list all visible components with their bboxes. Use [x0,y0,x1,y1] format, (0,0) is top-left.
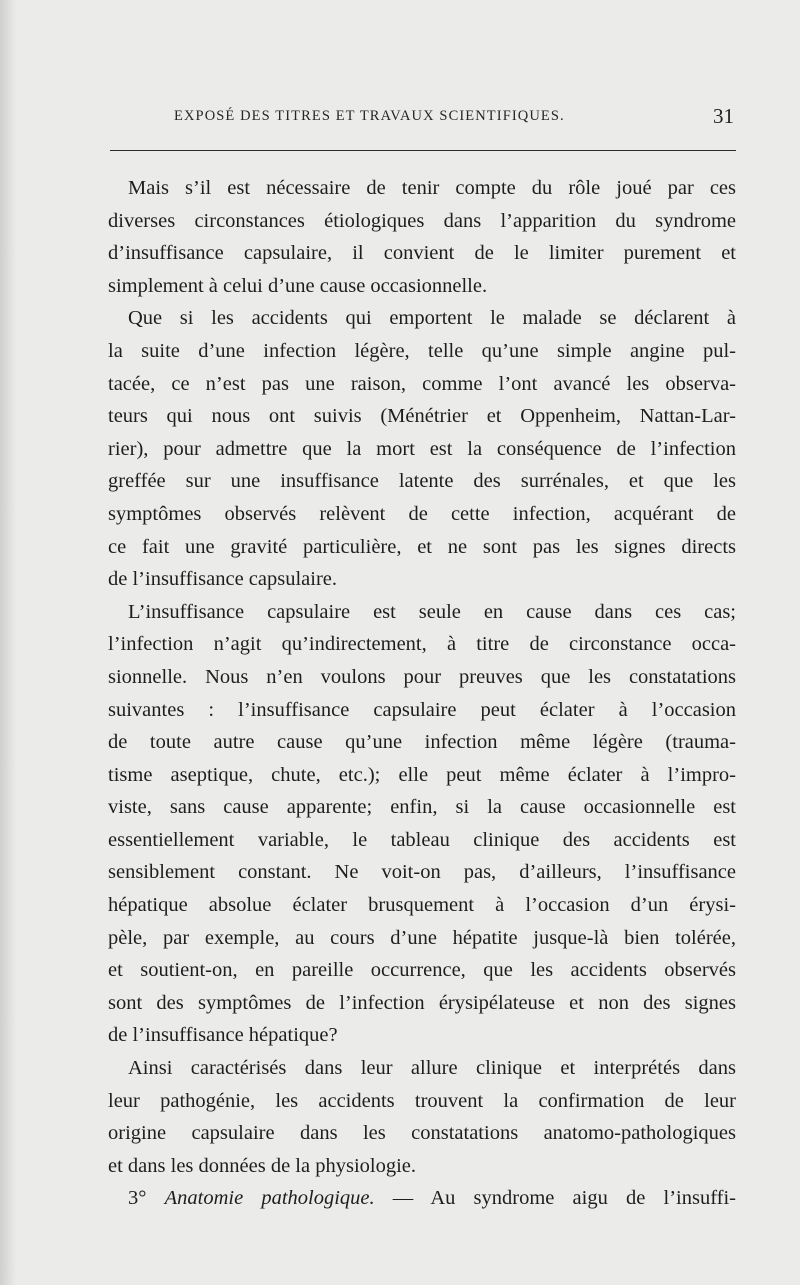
text-line: L’insuffisance capsulaire est seule en cause dans ces cas; [128,600,736,623]
text-line: et dans les données de la physiologie. [108,1154,417,1177]
section-heading-line [108,1182,736,1215]
text-line: sensiblement constant. Ne voit-on pas, d’ailleurs, l’insuffisance [108,861,736,884]
text-line: greffée sur une insuffisance latente des surrénales, et que les [108,470,736,493]
text-line: ce fait une gravité particulière, et ne sont pas les signes directs [108,535,736,558]
text-line: Ainsi caractérisés dans leur allure clinique et interprétés dans [128,1057,736,1080]
text-line: origine capsulaire dans les constatations anatomo-pathologiques [108,1122,736,1145]
text-line: de toute autre cause qu’une infection même légère (trauma- [108,731,736,754]
text-line: tacée, ce n’est pas une raison, comme l’ont avancé les observa- [108,372,736,395]
text-line: teurs qui nous ont suivis (Ménétrier et Oppenheim, Nattan-Lar- [108,405,736,428]
text-line: sont des symptômes de l’infection érysipélateuse et non des signes [108,991,736,1014]
text-line: la suite d’une infection légère, telle qu’une simple angine pul- [108,339,736,362]
text-line: Mais s’il est nécessaire de tenir compte du rôle joué par ces [128,177,736,199]
text-line: pèle, par exemple, au cours d’une hépatite jusque-là bien tolérée, [108,926,736,949]
text-line: viste, sans cause apparente; enfin, si la cause occasionnelle est [108,796,736,819]
text-line: et soutient-on, en pareille occurrence, que les accidents observés [108,959,736,982]
header-rule [110,150,736,151]
section-text: — Au syndrome aigu de l’insuffi- [374,1187,736,1210]
text-line: d’insuffisance capsulaire, il convient de le limiter purement et [108,242,736,265]
section-number: 3° [128,1187,147,1210]
text-line: sionnelle. Nous n’en voulons pour preuves que les constatations [108,665,736,688]
text-line: tisme aseptique, chute, etc.); elle peut même éclater à l’impro- [108,763,736,786]
text-line: de l’insuffisance hépatique? [108,1024,338,1047]
text-line: hépatique absolue éclater brusquement à l’occasion d’un érysi- [108,894,736,917]
text-line: l’infection n’agit qu’indirectement, à titre de circonstance occa- [108,633,736,656]
text-line: symptômes observés relèvent de cette infection, acquérant de [108,502,736,525]
text-line: simplement à celui d’une cause occasionnelle. [108,274,488,297]
running-header [108,104,736,132]
text-line: leur pathogénie, les accidents trouvent la confirmation de leur [108,1089,736,1112]
page-number: 31 [713,104,734,128]
text-line: diverses circonstances étiologiques dans l’apparition du syndrome [108,209,736,232]
header-title: EXPOSÉ DES TITRES ET TRAVAUX SCIENTIFIQUES. [174,108,565,124]
text-line: essentiellement variable, le tableau clinique des accidents est [108,828,736,851]
page-edge-shadow [0,0,16,1285]
body-text [108,172,736,1215]
text-line: de l’insuffisance capsulaire. [108,568,338,591]
text-line: rier), pour admettre que la mort est la conséquence de l’infection [108,437,736,460]
text-line: Que si les accidents qui emportent le malade se déclarent à [128,307,736,330]
text-line: suivantes : l’insuffisance capsulaire peut éclater à l’occasion [108,698,736,721]
section-title: Anatomie pathologique. [164,1187,375,1210]
